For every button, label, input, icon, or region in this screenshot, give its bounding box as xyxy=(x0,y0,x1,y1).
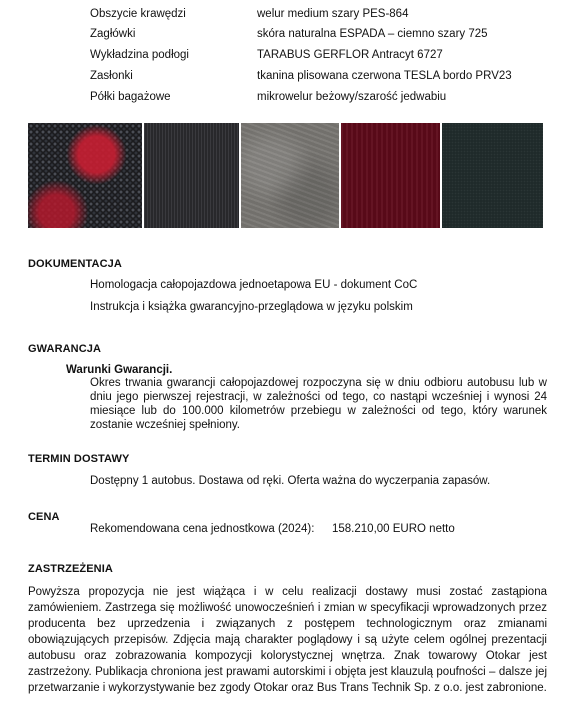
material-swatches xyxy=(28,123,547,228)
spec-value: TARABUS GERFLOR Antracyt 6727 xyxy=(257,49,443,61)
spec-label: Półki bagażowe xyxy=(90,91,171,103)
spec-label: Zagłówki xyxy=(90,28,136,40)
spec-row xyxy=(0,66,577,86)
spec-value: mikrowelur beżowy/szarość jedwabiu xyxy=(257,91,447,103)
upholstery-pattern-swatch xyxy=(28,123,142,228)
section-heading-gwarancja: GWARANCJA xyxy=(28,343,102,355)
section-heading-cena: CENA xyxy=(28,511,60,523)
floor-covering-swatch xyxy=(442,123,543,228)
curtain-fabric-swatch xyxy=(341,123,440,228)
edge-velour-swatch xyxy=(144,123,239,228)
price-label: Rekomendowana cena jednostkowa (2024): xyxy=(90,523,315,535)
spec-label: Obszycie krawędzi xyxy=(90,8,186,20)
disclaimer-text: Powyższa propozycja nie jest wiążąca i w celu realizacji dostawy musi zostać zastąpiona zamówieniem. Zastrzega się możliwość unowocześnień i zmian w specyfikacji wprowadzonych przez producenta bez uprzedzenia i związanych z postępem technologicznym oraz zmianami obowiązujących przepisów. Zdjęcia mają charakter poglądowy i są użyte celem ogólnej prezentacji autobusu oraz zobrazowania kompozycji kolorystycznej wnętrza. Znak towarowy Otokar jest zastrzeżony. Publikacja chroniona jest prawami autorskimi i objęta jest klauzulą poufności – dalsze jej przetwarzanie i wykorzystywanie bez zgody Otokar oraz Bus Trans Technik Sp. z o.o. jest zabronione. xyxy=(28,586,547,694)
headrest-leather-swatch xyxy=(241,123,339,228)
price-value: 158.210,00 EURO netto xyxy=(332,523,455,535)
spec-row xyxy=(0,87,577,107)
warranty-text: Okres trwania gwarancji całopojazdowej rozpoczyna się w dniu odbioru autobusu lub w dniu jego pierwszej rejestracji, w zależności od tego, co nastąpi wcześniej i wynosi 24 miesiące lub do 100.000 kilometrów przebiegu w zależności od tego, który warunek zostanie wcześniej spełniony. xyxy=(90,377,547,431)
spec-row xyxy=(0,4,577,24)
section-heading-dokumentacja: DOKUMENTACJA xyxy=(28,258,122,270)
spec-value: welur medium szary PES-864 xyxy=(257,8,409,20)
spec-label: Zasłonki xyxy=(90,70,133,82)
section-heading-zastrzezenia: ZASTRZEŻENIA xyxy=(28,563,113,575)
spec-row xyxy=(0,24,577,44)
doc-item: Instrukcja i książka gwarancyjno-przeglądowa w języku polskim xyxy=(90,301,413,313)
spec-value: skóra naturalna ESPADA – ciemno szary 725 xyxy=(257,28,488,40)
warranty-subheading: Warunki Gwarancji. xyxy=(66,364,173,376)
delivery-text: Dostępny 1 autobus. Dostawa od ręki. Oferta ważna do wyczerpania zapasów. xyxy=(90,475,491,487)
spec-label: Wykładzina podłogi xyxy=(90,49,189,61)
section-heading-termin: TERMIN DOSTAWY xyxy=(28,453,130,465)
spec-row xyxy=(0,45,577,65)
doc-item: Homologacja całopojazdowa jednoetapowa EU - dokument CoC xyxy=(90,279,418,291)
spec-value: tkanina plisowana czerwona TESLA bordo PRV23 xyxy=(257,70,512,82)
